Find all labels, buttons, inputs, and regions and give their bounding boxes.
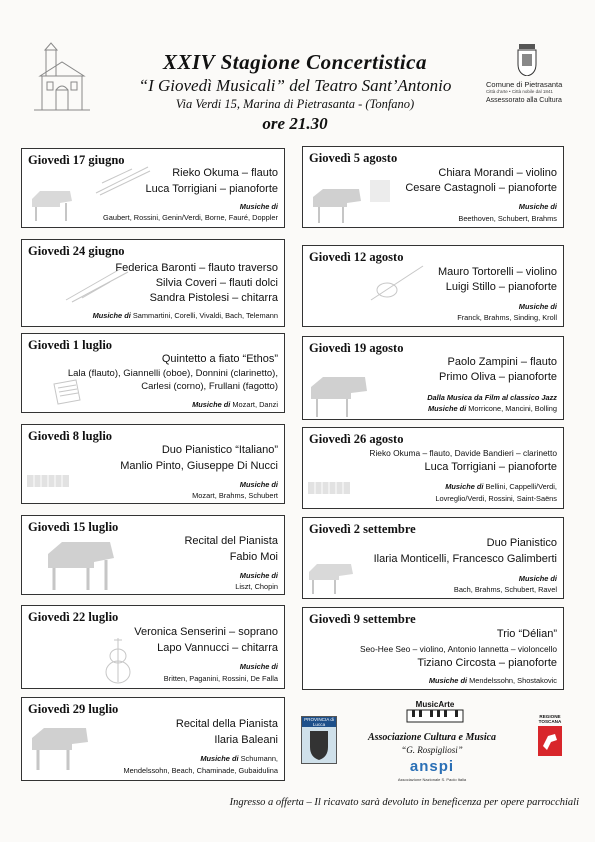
venue-address: Via Verdi 15, Marina di Pietrasanta - (Tonfano): [175, 97, 415, 111]
concert-date: Giovedì 2 settembre: [309, 522, 416, 536]
grand-piano-icon: [28, 724, 92, 772]
performer-line: Luca Torrigiani – pianoforte: [145, 183, 278, 195]
performer-line: Duo Pianistico “Italiano”: [161, 444, 278, 456]
footer-note: Ingresso a offerta – Il ricavato sarà devoluto in beneficenza per opere parrocchiali: [229, 797, 579, 808]
musicarte-logo: [405, 700, 465, 730]
performer-line: Veronica Senserini – soprano: [134, 626, 278, 638]
concert-card-left-6: [21, 697, 285, 781]
concert-date: Giovedì 29 luglio: [28, 702, 119, 716]
concert-date: Giovedì 15 luglio: [28, 520, 119, 534]
performer-line: Rieko Okuma – flauto, Davide Bandieri – clarinetto: [369, 448, 557, 458]
program-composers: Mozart, Brahms, Schubert: [192, 491, 278, 500]
concert-card-right-3: [302, 427, 564, 509]
provincia-logo: [301, 716, 337, 764]
concert-date: Giovedì 5 agosto: [309, 151, 398, 165]
program-theme: Dalla Musica da Film al classico Jazz: [427, 393, 557, 402]
concert-date: Giovedì 8 luglio: [28, 429, 113, 443]
flute-sketch-icon: [92, 163, 152, 197]
performer-line: Mauro Tortorelli – violino: [437, 266, 557, 278]
grand-piano-icon: [307, 562, 355, 596]
concert-card-right-1: [302, 245, 564, 327]
performer-line: Carlesi (corno), Frullani (fagotto): [141, 381, 278, 392]
regione-label: REGIONE TOSCANA: [538, 714, 562, 725]
violin-sketch-icon: [367, 260, 427, 304]
photo-sketch-icon: [369, 179, 391, 203]
concert-card-left-4: [21, 515, 285, 595]
concert-card-right-2: [302, 336, 564, 420]
concert-card-left-3: [21, 424, 285, 504]
performer-line: Luca Torrigiani – pianoforte: [424, 461, 557, 473]
grand-piano-icon: [44, 538, 118, 592]
concert-card-left-0: [21, 148, 285, 228]
performer-line: Silvia Coveri – flauti dolci: [155, 277, 278, 289]
program-composers: [200, 754, 278, 763]
performer-line: Rieko Okuma – flauto: [172, 167, 278, 179]
keyboard-sketch-icon: [26, 471, 70, 491]
program-composers: [429, 676, 557, 685]
concert-date: Giovedì 9 settembre: [309, 612, 416, 626]
program-composers: [93, 311, 278, 320]
program-composers: Bach, Brahms, Schubert, Ravel: [453, 585, 557, 594]
performer-line: Trio “Délian”: [496, 628, 557, 640]
program-label: Musiche di: [518, 202, 557, 211]
program-composers-text: Mozart, Danzi: [230, 400, 278, 409]
performer-line: Cesare Castagnoli – pianoforte: [405, 182, 557, 194]
anspi-caption: Associazione Nazionale S. Paolo Italia: [397, 777, 467, 782]
concert-card-left-5: [21, 605, 285, 689]
performer-line: Sandra Pistolesi – chitarra: [149, 292, 278, 304]
concert-date: Giovedì 22 luglio: [28, 610, 119, 624]
performer-line: Luigi Stillo – pianoforte: [445, 281, 557, 293]
program-composers: Franck, Brahms, Sinding, Kroll: [457, 313, 557, 322]
piano-icon: [30, 189, 74, 223]
anspi-logo: anspi: [409, 758, 455, 775]
performer-line: Federica Baronti – flauto traverso: [115, 262, 278, 274]
program-composers-text: Sammartini, Corelli, Vivaldi, Bach, Telemann: [130, 311, 278, 320]
concert-date: Giovedì 24 giugno: [28, 244, 125, 258]
program-composers: [428, 404, 557, 413]
program-label: Musiche di: [428, 676, 468, 685]
program-label: Musiche di: [518, 574, 557, 583]
concert-date: Giovedì 19 agosto: [309, 341, 404, 355]
concert-date: Giovedì 1 luglio: [28, 338, 113, 352]
concert-card-left-2: [21, 333, 285, 413]
program-composers-text: Schumann,: [238, 754, 278, 763]
program-composers: Britten, Paganini, Rossini, De Falla: [163, 674, 278, 683]
performer-line: Manlio Pinto, Giuseppe Di Nucci: [120, 460, 278, 472]
association-name: Associazione Cultura e Musica: [367, 732, 497, 743]
season-title: XXIV Stagione Concertistica: [163, 50, 427, 74]
performer-line: Paolo Zampini – flauto: [447, 356, 557, 368]
performer-line: Quintetto a fiato “Ethos”: [161, 353, 278, 365]
musicarte-label: MusicArte: [415, 700, 455, 709]
association-dedication: “G. Rospigliosi”: [401, 745, 463, 755]
performer-line: Ilaria Monticelli, Francesco Galimberti: [373, 553, 557, 565]
program-label: Musiche di: [428, 404, 467, 413]
grand-piano-icon: [311, 187, 363, 225]
grand-piano-icon: [309, 375, 369, 419]
church-drawing-icon: [34, 42, 90, 112]
sheet-music-icon: [52, 378, 82, 406]
provincia-crest-icon: [302, 727, 336, 763]
keyboard-sketch-icon: [307, 478, 351, 498]
performer-line: Recital del Pianista: [184, 535, 278, 547]
program-label: Musiche di: [239, 202, 278, 211]
program-composers: [192, 400, 278, 409]
performer-line: Lala (flauto), Giannelli (oboe), Donnini (clarinetto),: [67, 368, 278, 379]
program-composers-text: Morricone, Mancini, Bolling: [466, 404, 557, 413]
program-label: Musiche di: [192, 400, 231, 409]
program-composers-text: Bellini, Cappelli/Verdi,: [483, 482, 557, 491]
regione-logo: [535, 714, 565, 764]
performer-line: Ilaria Baleani: [214, 734, 278, 746]
program-label: Musiche di: [445, 482, 484, 491]
performer-line: Duo Pianistico: [486, 537, 557, 549]
concert-time: ore 21.30: [262, 114, 328, 133]
program-composers: Lovreglio/Verdi, Rossini, Saint-Saëns: [435, 494, 557, 503]
program-composers: [445, 482, 557, 491]
concert-card-right-0: [302, 146, 564, 228]
concert-card-right-5: [302, 607, 564, 690]
program-label: Musiche di: [200, 754, 239, 763]
program-label: Musiche di: [239, 662, 278, 671]
program-composers: Liszt, Chopin: [235, 582, 278, 591]
program-composers-text: Mendelssohn, Shostakovic: [467, 676, 557, 685]
season-subtitle: “I Giovedì Musicali” del Teatro Sant’Antonio: [138, 76, 452, 95]
concert-card-right-4: [302, 517, 564, 599]
concert-date: Giovedì 17 giugno: [28, 153, 125, 167]
performer-line: Chiara Morandi – violino: [438, 167, 557, 179]
comune-crest-icon: [516, 44, 538, 76]
concert-date: Giovedì 12 agosto: [309, 250, 404, 264]
comune-name: Comune di Pietrasanta: [486, 80, 563, 89]
program-label: Musiche di: [239, 480, 278, 489]
performer-line: Tiziano Circosta – pianoforte: [417, 657, 557, 669]
assessorato: Assessorato alla Cultura: [486, 97, 562, 104]
piano-keys-icon: [405, 709, 465, 723]
program-label: Musiche di: [518, 302, 557, 311]
program-label: Musiche di: [92, 311, 131, 320]
program-composers: Mendelssohn, Beach, Chaminade, Gubaidulina: [123, 766, 278, 775]
provincia-label: PROVINCIA di Lucca: [302, 717, 336, 727]
header: [0, 0, 595, 145]
performer-line: Recital della Pianista: [175, 718, 278, 730]
program-label: Musiche di: [239, 571, 278, 580]
pegasus-flag-icon: [535, 724, 565, 758]
performer-line: Primo Oliva – pianoforte: [439, 371, 557, 383]
comune-motto: Città d’arte • Città nobile dal 1841: [486, 89, 553, 94]
performer-line: Seo-Hee Seo – violino, Antonio Iannetta – violoncello: [360, 644, 557, 654]
concert-date: Giovedì 26 agosto: [309, 432, 404, 446]
guitar-sketch-icon: [96, 636, 140, 686]
concert-card-left-1: [21, 239, 285, 327]
performer-line: Fabio Moi: [229, 551, 278, 563]
performer-line: Lapo Vannucci – chitarra: [157, 642, 278, 654]
program-composers: Gaubert, Rossini, Genin/Verdi, Borne, Fauré, Doppler: [102, 213, 278, 222]
program-composers: Beethoven, Schubert, Brahms: [458, 214, 557, 223]
sponsor-logos: [297, 700, 595, 795]
